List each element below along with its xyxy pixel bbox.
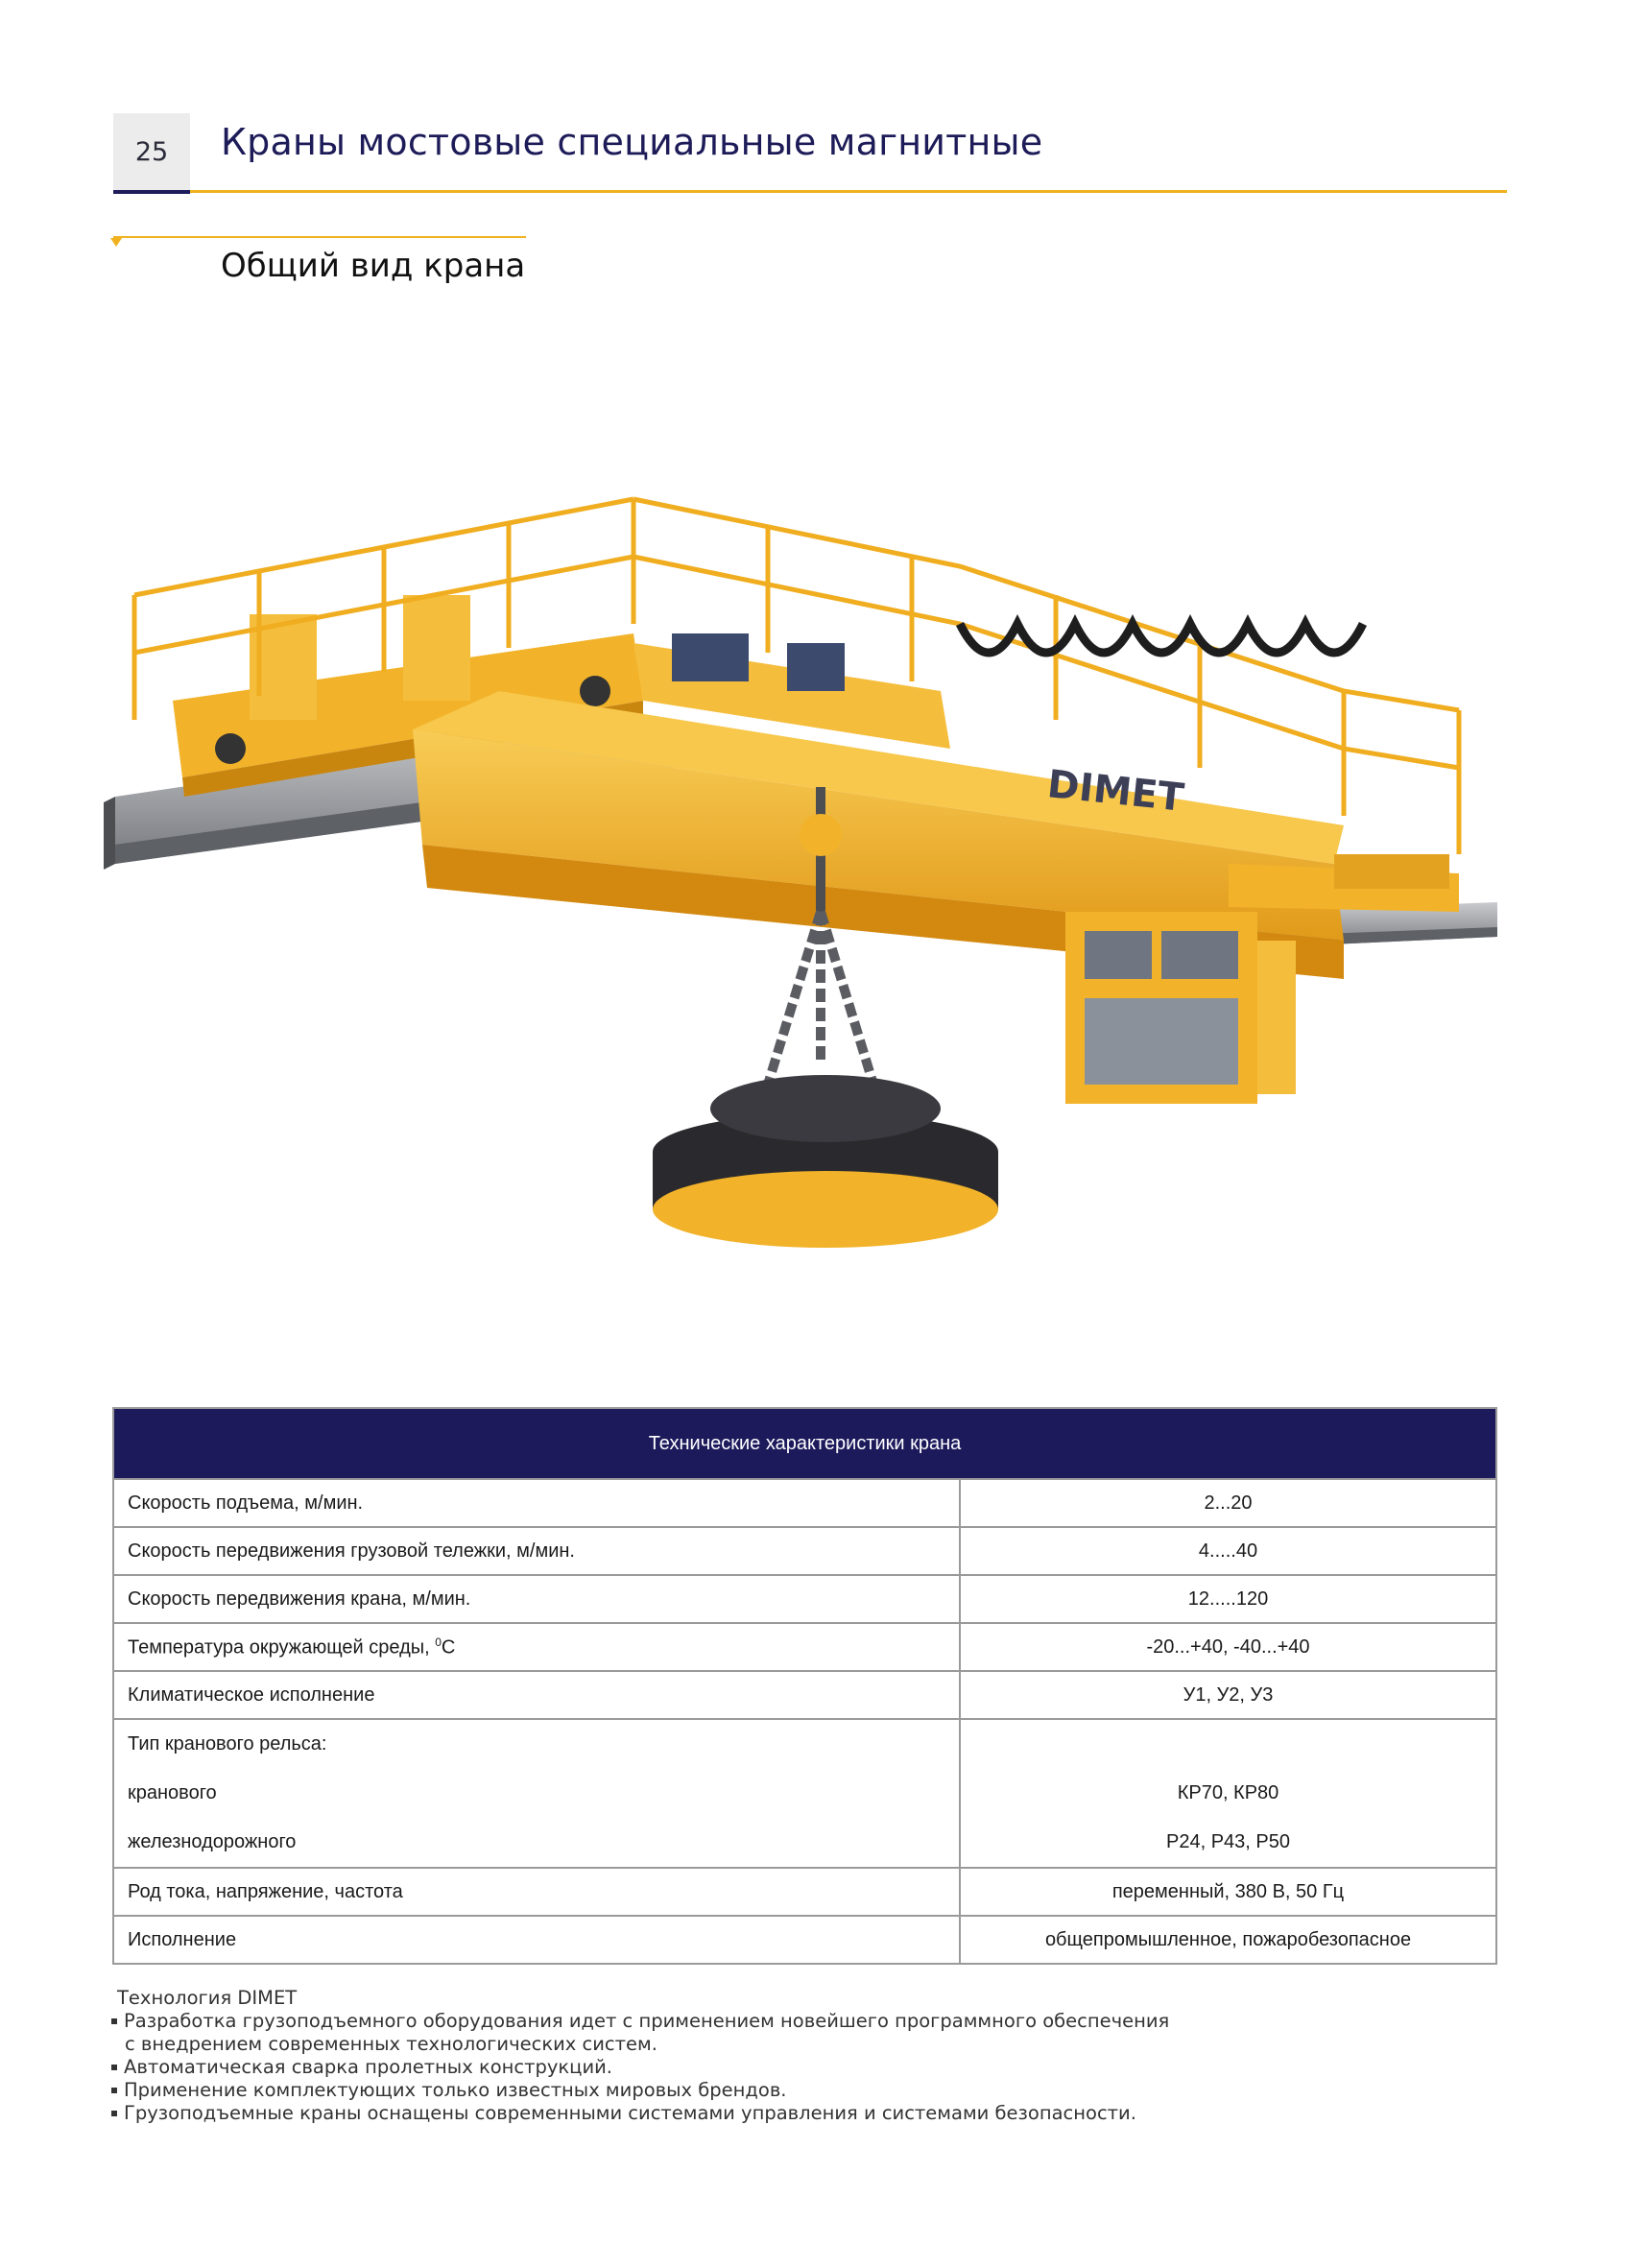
spec-name: Исполнение — [113, 1916, 960, 1964]
crane-illustration — [96, 403, 1517, 1267]
table-row — [113, 1527, 1496, 1575]
spec-value: 2...20 — [960, 1479, 1496, 1527]
list-item — [111, 2079, 1169, 2102]
spec-value: 4.....40 — [960, 1527, 1496, 1575]
spec-name: Климатическое исполнение — [113, 1671, 960, 1719]
bullet-icon — [111, 2111, 117, 2116]
spec-name: Род тока, напряжение, частота — [113, 1868, 960, 1916]
spec-table — [112, 1407, 1497, 1965]
note-text: Грузоподъемные краны оснащены современными системами управления и системами безопасности. — [124, 2102, 1136, 2124]
festoon-cable — [960, 624, 1363, 653]
spec-value — [960, 1719, 1496, 1868]
operator-cabin — [1065, 912, 1296, 1104]
notes-heading: Технология DIMET — [117, 1987, 298, 2009]
section-marker-icon — [110, 238, 122, 247]
spec-value: общепромышленное, пожаробезопасное — [960, 1916, 1496, 1964]
spec-name-prefix: Температура окружающей среды, — [128, 1636, 436, 1659]
spec-name: Скорость передвижения грузовой тележки, м/мин. — [113, 1527, 960, 1575]
spec-name: Скорость передвижения крана, м/мин. — [113, 1575, 960, 1623]
note-text: Применение комплектующих только известных мировых брендов. — [124, 2079, 787, 2101]
lifting-magnet — [653, 1075, 998, 1248]
list-item — [111, 2010, 1169, 2033]
bullet-icon — [111, 2018, 117, 2024]
spec-table-header: Технические характеристики крана — [113, 1408, 1496, 1479]
spec-name: Скорость подъема, м/мин. — [113, 1479, 960, 1527]
degree-mark: 0 — [435, 1635, 442, 1649]
spec-value: переменный, 380 В, 50 Гц — [960, 1868, 1496, 1916]
table-row — [113, 1575, 1496, 1623]
table-row — [113, 1719, 1496, 1868]
rail-sub-name: железнодорожного — [128, 1831, 297, 1852]
note-continuation: с внедрением современных технологических систем. — [125, 2033, 657, 2055]
page-title: Краны мостовые специальные магнитные — [221, 121, 1043, 163]
table-row — [113, 1916, 1496, 1964]
list-item — [111, 2102, 1169, 2125]
table-row — [113, 1868, 1496, 1916]
note-text: Разработка грузоподъемного оборудования идет с применением новейшего программного обеспечения — [124, 2010, 1170, 2032]
section-divider — [113, 236, 526, 238]
spec-name-suffix: С — [441, 1636, 456, 1659]
bullet-icon — [111, 2088, 117, 2093]
bullet-icon — [111, 2065, 117, 2070]
technology-notes — [111, 1987, 1169, 2125]
rail-type-title: Тип кранового рельса: — [128, 1733, 327, 1755]
brand-mark: DIMET — [1044, 762, 1186, 821]
table-row — [113, 1623, 1496, 1671]
table-row — [113, 1479, 1496, 1527]
page-number: 25 — [113, 113, 190, 194]
rail-sub-value: КР70, КР80 — [1177, 1782, 1279, 1803]
title-divider — [190, 190, 1507, 193]
rail-sub-value: Р24, Р43, Р50 — [1166, 1831, 1290, 1852]
spec-name — [113, 1719, 960, 1868]
section-title: Общий вид крана — [221, 247, 526, 285]
spec-value: 12.....120 — [960, 1575, 1496, 1623]
list-item — [111, 2056, 1169, 2079]
spec-value: У1, У2, У3 — [960, 1671, 1496, 1719]
spec-value: -20...+40, -40...+40 — [960, 1623, 1496, 1671]
table-row — [113, 1671, 1496, 1719]
note-text: Автоматическая сварка пролетных конструкций. — [124, 2056, 612, 2078]
spec-name — [113, 1623, 960, 1671]
rail-sub-name: кранового — [128, 1782, 217, 1803]
